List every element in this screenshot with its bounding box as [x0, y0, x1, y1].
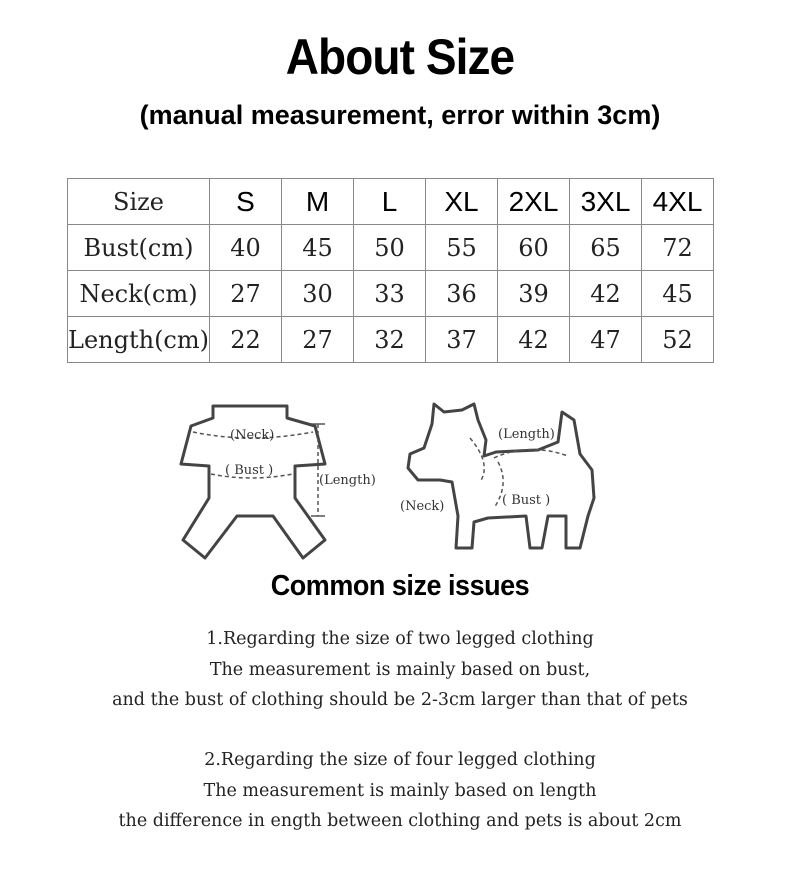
table-cell: 45: [642, 271, 714, 317]
note-line: and the bust of clothing should be 2-3cm larger than that of pets: [112, 690, 688, 710]
row-label: Neck(cm): [68, 271, 210, 317]
table-cell: 60: [498, 225, 570, 271]
dog-neck-line: [470, 438, 484, 482]
shirt-length-label: (Length): [319, 473, 376, 488]
note-line: The measurement is mainly based on length: [203, 780, 597, 801]
table-cell: 45: [282, 225, 354, 271]
note-two-legged: [0, 624, 800, 716]
note-line: 2.Regarding the size of four legged clothing: [204, 750, 596, 770]
table-cell: 37: [426, 317, 498, 363]
table-header-row: [68, 179, 714, 225]
table-cell: 39: [498, 271, 570, 317]
note-line: 1.Regarding the size of two legged clothing: [206, 629, 594, 649]
row-label: Length(cm): [68, 317, 210, 363]
table-cell: 47: [570, 317, 642, 363]
table-header-label: Size: [68, 179, 210, 225]
page-title: About Size: [285, 29, 515, 85]
dog-outline: [408, 404, 594, 548]
table-cell: 55: [426, 225, 498, 271]
table-cell: 27: [282, 317, 354, 363]
size-header-cell: 2XL: [498, 179, 570, 225]
shirt-bust-label: ( Bust ): [225, 463, 274, 478]
size-header-cell: S: [210, 179, 282, 225]
table-row: [68, 271, 714, 317]
table-cell: 36: [426, 271, 498, 317]
size-header-cell: 4XL: [642, 179, 714, 225]
size-header-cell: L: [354, 179, 426, 225]
issues-title: Common size issues: [270, 570, 530, 602]
note-four-legged: [0, 745, 800, 837]
table-cell: 30: [282, 271, 354, 317]
table-cell: 42: [570, 271, 642, 317]
row-label: Bust(cm): [68, 225, 210, 271]
dog-neck-label: (Neck): [400, 499, 445, 514]
table-cell: 42: [498, 317, 570, 363]
page-subtitle: (manual measurement, error within 3cm): [139, 100, 661, 130]
shirt-neck-label: (Neck): [230, 428, 275, 443]
table-cell: 72: [642, 225, 714, 271]
size-header-cell: XL: [426, 179, 498, 225]
dog-length-label: (Length): [498, 427, 555, 442]
table-cell: 65: [570, 225, 642, 271]
size-header-cell: 3XL: [570, 179, 642, 225]
table-row: [68, 225, 714, 271]
table-row: [68, 317, 714, 363]
table-cell: 52: [642, 317, 714, 363]
dog-bust-label: ( Bust ): [502, 493, 551, 508]
table-cell: 27: [210, 271, 282, 317]
shirt-diagram: [175, 398, 385, 568]
table-cell: 40: [210, 225, 282, 271]
dog-diagram: [398, 398, 608, 558]
note-line: The measurement is mainly based on bust,: [209, 659, 591, 680]
table-cell: 50: [354, 225, 426, 271]
table-cell: 32: [354, 317, 426, 363]
size-header-cell: M: [282, 179, 354, 225]
note-line: the difference in ength between clothing and pets is about 2cm: [118, 811, 682, 831]
table-cell: 33: [354, 271, 426, 317]
table-cell: 22: [210, 317, 282, 363]
size-table: [67, 178, 714, 363]
